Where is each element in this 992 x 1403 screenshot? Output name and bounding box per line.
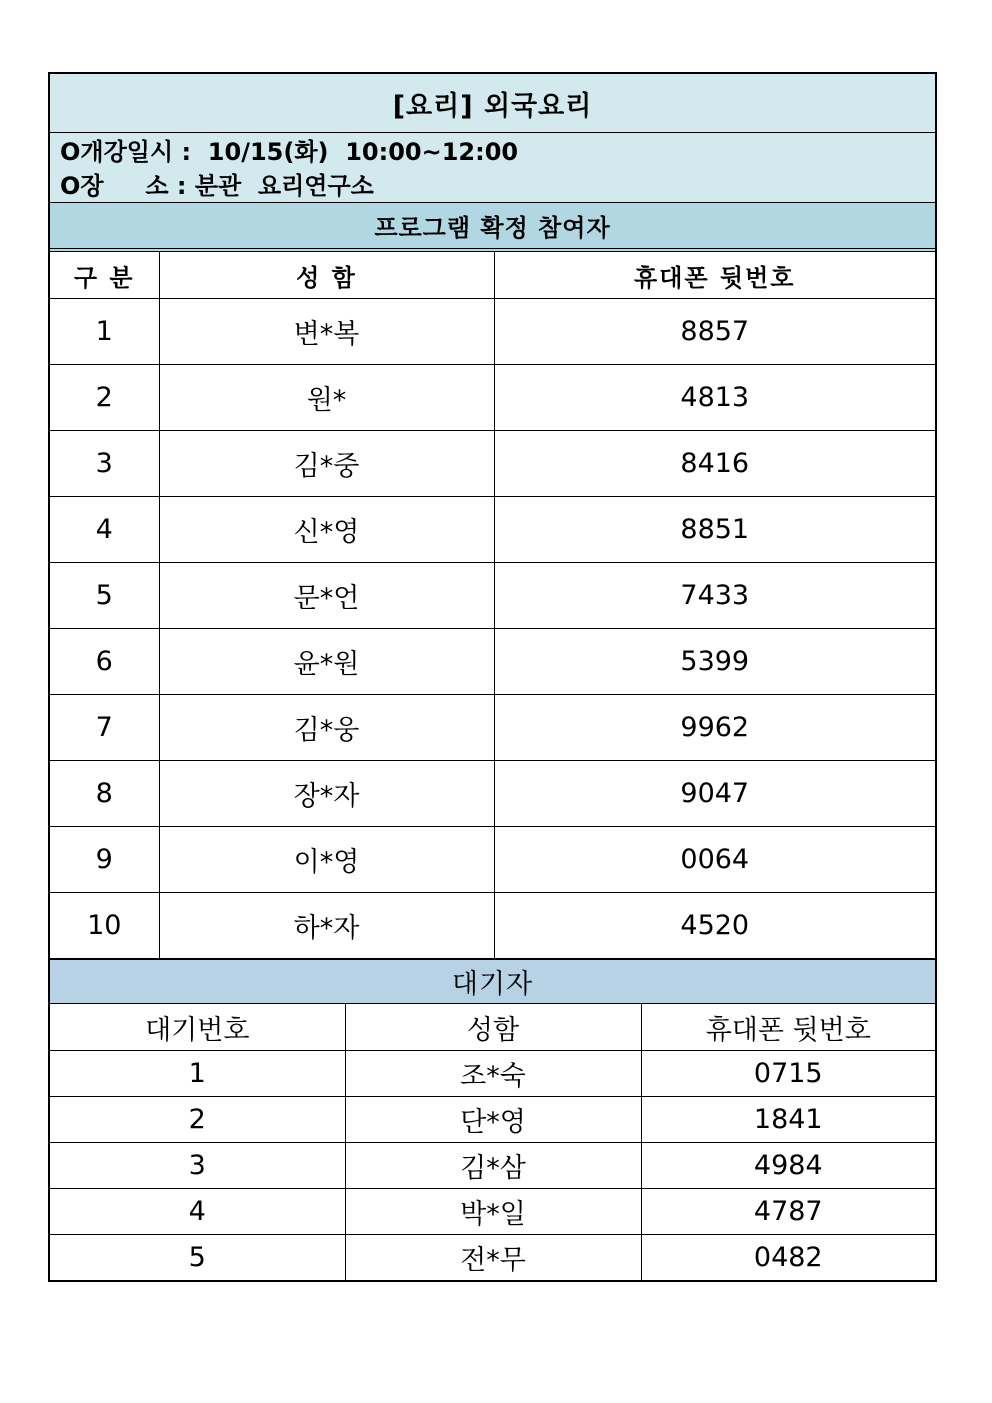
table-row [50, 365, 935, 431]
table-row [50, 827, 935, 893]
class-info [50, 133, 935, 203]
col-header-phone: 휴대폰 뒷번호 [494, 252, 935, 299]
participant-name: 신*영 [159, 497, 494, 563]
col-header-wait-number: 대기번호 [50, 1004, 345, 1051]
table-row [50, 1143, 935, 1189]
phone-last-digits: 8416 [494, 431, 935, 497]
phone-last-digits: 9962 [494, 695, 935, 761]
participant-name: 김*중 [159, 431, 494, 497]
participant-name: 장*자 [159, 761, 494, 827]
row-number: 8 [50, 761, 159, 827]
row-number: 6 [50, 629, 159, 695]
phone-last-digits: 9047 [494, 761, 935, 827]
participant-name: 전*무 [345, 1235, 641, 1281]
table-row [50, 431, 935, 497]
participant-name: 이*영 [159, 827, 494, 893]
wait-number: 2 [50, 1097, 345, 1143]
participant-name: 변*복 [159, 299, 494, 365]
col-header-name: 성 함 [159, 252, 494, 299]
phone-last-digits: 4813 [494, 365, 935, 431]
phone-last-digits: 1841 [641, 1097, 935, 1143]
table-row [50, 695, 935, 761]
phone-last-digits: 8857 [494, 299, 935, 365]
row-number: 4 [50, 497, 159, 563]
table-row [50, 299, 935, 365]
participant-name: 문*언 [159, 563, 494, 629]
row-number: 3 [50, 431, 159, 497]
row-number: 2 [50, 365, 159, 431]
phone-last-digits: 0064 [494, 827, 935, 893]
col-header-wait-phone: 휴대폰 뒷번호 [641, 1004, 935, 1051]
participant-name: 윤*원 [159, 629, 494, 695]
phone-last-digits: 4984 [641, 1143, 935, 1189]
row-number: 9 [50, 827, 159, 893]
row-number: 5 [50, 563, 159, 629]
table-row [50, 1235, 935, 1281]
confirmed-table [50, 252, 935, 959]
phone-last-digits: 5399 [494, 629, 935, 695]
phone-last-digits: 8851 [494, 497, 935, 563]
col-header-wait-name: 성함 [345, 1004, 641, 1051]
sheet-title: [요리] 외국요리 [50, 74, 935, 133]
confirmed-header-row [50, 252, 935, 299]
phone-last-digits: 0482 [641, 1235, 935, 1281]
phone-last-digits: 0715 [641, 1051, 935, 1097]
participant-name: 조*숙 [345, 1051, 641, 1097]
col-header-number: 구 분 [50, 252, 159, 299]
participant-name: 김*웅 [159, 695, 494, 761]
phone-last-digits: 4520 [494, 893, 935, 959]
participant-name: 단*영 [345, 1097, 641, 1143]
wait-number: 4 [50, 1189, 345, 1235]
wait-number: 5 [50, 1235, 345, 1281]
table-row [50, 1051, 935, 1097]
waitlist-table [50, 1004, 935, 1280]
row-number: 1 [50, 299, 159, 365]
phone-last-digits: 7433 [494, 563, 935, 629]
table-row [50, 497, 935, 563]
program-sheet [48, 72, 937, 1282]
participant-name: 김*삼 [345, 1143, 641, 1189]
table-row [50, 893, 935, 959]
table-row [50, 563, 935, 629]
phone-last-digits: 4787 [641, 1189, 935, 1235]
class-date-line: O개강일시 : 10/15(화) 10:00~12:00 [60, 138, 519, 166]
row-number: 7 [50, 695, 159, 761]
wait-number: 1 [50, 1051, 345, 1097]
participant-name: 원* [159, 365, 494, 431]
row-number: 10 [50, 893, 159, 959]
table-row [50, 761, 935, 827]
confirmed-heading: 프로그램 확정 참여자 [50, 203, 935, 252]
participant-name: 하*자 [159, 893, 494, 959]
wait-number: 3 [50, 1143, 345, 1189]
table-row [50, 1097, 935, 1143]
table-row [50, 1189, 935, 1235]
participant-name: 박*일 [345, 1189, 641, 1235]
waitlist-header-row [50, 1004, 935, 1051]
waitlist-heading: 대기자 [50, 959, 935, 1004]
class-place-line: O장 소 : 분관 요리연구소 [60, 172, 374, 200]
table-row [50, 629, 935, 695]
